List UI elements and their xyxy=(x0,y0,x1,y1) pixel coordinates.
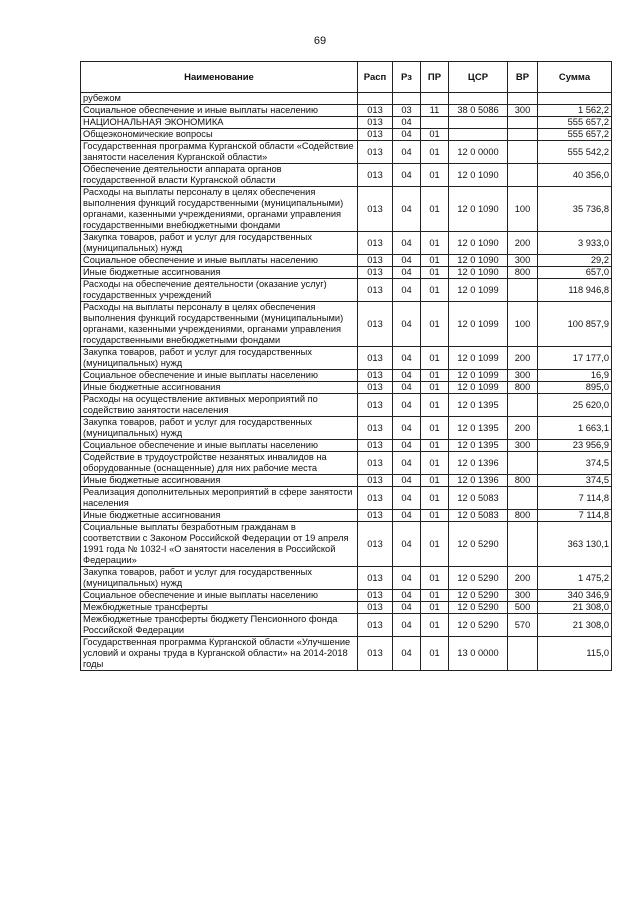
row-vr-cell xyxy=(508,637,538,671)
row-rasp-cell: 013 xyxy=(358,394,393,417)
row-csr-cell: 12 0 1099 xyxy=(449,382,508,394)
table-row xyxy=(81,602,612,614)
table-row xyxy=(81,302,612,347)
row-rz-cell: 04 xyxy=(393,279,421,302)
row-rz-cell: 04 xyxy=(393,440,421,452)
row-name-cell: Государственная программа Курганской области «Содействие занятости населения Курганской области» xyxy=(81,141,358,164)
row-rasp-cell: 013 xyxy=(358,232,393,255)
row-csr-cell: 12 0 5083 xyxy=(449,487,508,510)
row-sum-cell: 17 177,0 xyxy=(538,347,612,370)
row-name-cell: Расходы на обеспечение деятельности (оказание услуг) государственных учреждений xyxy=(81,279,358,302)
row-pr-cell: 01 xyxy=(421,637,449,671)
row-name-cell: Расходы на осуществление активных мероприятий по содействию занятости населения xyxy=(81,394,358,417)
row-sum-cell: 1 562,2 xyxy=(538,105,612,117)
row-rz-cell: 04 xyxy=(393,141,421,164)
row-name-cell: рубежом xyxy=(81,93,358,105)
row-sum-cell: 374,5 xyxy=(538,475,612,487)
row-rz-cell: 04 xyxy=(393,475,421,487)
row-name-cell: Расходы на выплаты персоналу в целях обеспечения выполнения функций государственными (муниципальными) органами, казенными учреждениями, органами управления государственными внебюджетными фондами xyxy=(81,302,358,347)
table-row xyxy=(81,440,612,452)
row-name-cell: Социальное обеспечение и иные выплаты населению xyxy=(81,105,358,117)
row-pr-cell: 01 xyxy=(421,614,449,637)
row-vr-cell xyxy=(508,394,538,417)
table-row xyxy=(81,164,612,187)
row-vr-cell: 300 xyxy=(508,255,538,267)
table-row xyxy=(81,255,612,267)
page-number: 69 xyxy=(313,35,327,47)
row-name-cell: Государственная программа Курганской области «Улучшение условий и охраны труда в Курганской области» на 2014-2018 годы xyxy=(81,637,358,671)
table-row xyxy=(81,382,612,394)
row-pr-cell: 01 xyxy=(421,522,449,567)
row-pr-cell: 01 xyxy=(421,602,449,614)
table-row xyxy=(81,614,612,637)
row-rasp-cell: 013 xyxy=(358,510,393,522)
row-rz-cell: 04 xyxy=(393,164,421,187)
row-sum-cell: 374,5 xyxy=(538,452,612,475)
row-rasp-cell: 013 xyxy=(358,440,393,452)
row-rasp-cell: 013 xyxy=(358,117,393,129)
row-vr-cell: 300 xyxy=(508,440,538,452)
row-csr-cell xyxy=(449,129,508,141)
row-pr-cell: 01 xyxy=(421,475,449,487)
row-rz-cell: 04 xyxy=(393,602,421,614)
row-vr-cell xyxy=(508,117,538,129)
row-sum-cell: 35 736,8 xyxy=(538,187,612,232)
row-name-cell: НАЦИОНАЛЬНАЯ ЭКОНОМИКА xyxy=(81,117,358,129)
row-vr-cell xyxy=(508,487,538,510)
row-vr-cell: 800 xyxy=(508,382,538,394)
row-csr-cell: 12 0 5290 xyxy=(449,567,508,590)
row-sum-cell: 7 114,8 xyxy=(538,487,612,510)
row-pr-cell: 01 xyxy=(421,394,449,417)
table-row xyxy=(81,117,612,129)
table-row xyxy=(81,141,612,164)
row-csr-cell: 12 0 5290 xyxy=(449,590,508,602)
row-rz-cell: 04 xyxy=(393,567,421,590)
row-sum-cell: 21 308,0 xyxy=(538,602,612,614)
row-rasp-cell: 013 xyxy=(358,475,393,487)
row-rasp-cell: 013 xyxy=(358,267,393,279)
row-rasp-cell: 013 xyxy=(358,614,393,637)
row-sum-cell: 3 933,0 xyxy=(538,232,612,255)
row-rz-cell: 04 xyxy=(393,129,421,141)
table-row xyxy=(81,232,612,255)
table-row xyxy=(81,637,612,671)
table-row xyxy=(81,590,612,602)
row-rasp-cell: 013 xyxy=(358,522,393,567)
row-rz-cell: 04 xyxy=(393,347,421,370)
table-header-row xyxy=(81,62,612,93)
table-row xyxy=(81,417,612,440)
row-vr-cell: 300 xyxy=(508,590,538,602)
row-rasp-cell: 013 xyxy=(358,417,393,440)
row-vr-cell: 200 xyxy=(508,567,538,590)
row-pr-cell: 01 xyxy=(421,141,449,164)
row-vr-cell: 200 xyxy=(508,232,538,255)
row-pr-cell: 01 xyxy=(421,440,449,452)
table-row xyxy=(81,370,612,382)
row-csr-cell: 12 0 1396 xyxy=(449,475,508,487)
row-vr-cell: 100 xyxy=(508,187,538,232)
row-vr-cell xyxy=(508,164,538,187)
header-csr: ЦСР xyxy=(449,62,508,93)
table-row xyxy=(81,267,612,279)
row-vr-cell: 500 xyxy=(508,602,538,614)
row-vr-cell: 200 xyxy=(508,347,538,370)
row-rasp-cell: 013 xyxy=(358,382,393,394)
row-csr-cell: 12 0 1090 xyxy=(449,164,508,187)
row-rz-cell: 04 xyxy=(393,255,421,267)
header-pr: ПР xyxy=(421,62,449,93)
budget-table xyxy=(80,61,612,671)
row-rasp-cell: 013 xyxy=(358,255,393,267)
row-sum-cell: 21 308,0 xyxy=(538,614,612,637)
row-rz-cell: 04 xyxy=(393,232,421,255)
row-vr-cell: 570 xyxy=(508,614,538,637)
row-rz-cell: 04 xyxy=(393,522,421,567)
row-vr-cell xyxy=(508,279,538,302)
row-vr-cell: 800 xyxy=(508,510,538,522)
row-name-cell: Иные бюджетные ассигнования xyxy=(81,382,358,394)
row-rasp-cell: 013 xyxy=(358,129,393,141)
row-pr-cell: 01 xyxy=(421,417,449,440)
row-csr-cell: 12 0 1395 xyxy=(449,394,508,417)
header-vr: ВР xyxy=(508,62,538,93)
row-sum-cell: 118 946,8 xyxy=(538,279,612,302)
row-rz-cell: 03 xyxy=(393,105,421,117)
table-row xyxy=(81,129,612,141)
row-pr-cell xyxy=(421,93,449,105)
row-vr-cell xyxy=(508,141,538,164)
row-name-cell: Содействие в трудоустройстве незанятых инвалидов на оборудованные (оснащенные) для них рабочие места xyxy=(81,452,358,475)
row-name-cell: Социальное обеспечение и иные выплаты населению xyxy=(81,255,358,267)
table-row xyxy=(81,475,612,487)
row-sum-cell: 1 475,2 xyxy=(538,567,612,590)
row-pr-cell: 01 xyxy=(421,347,449,370)
row-rz-cell: 04 xyxy=(393,590,421,602)
row-pr-cell: 01 xyxy=(421,255,449,267)
row-sum-cell: 1 663,1 xyxy=(538,417,612,440)
row-sum-cell: 16,9 xyxy=(538,370,612,382)
row-sum-cell: 555 657,2 xyxy=(538,129,612,141)
row-name-cell: Закупка товаров, работ и услуг для государственных (муниципальных) нужд xyxy=(81,567,358,590)
row-vr-cell: 300 xyxy=(508,370,538,382)
row-csr-cell: 12 0 1099 xyxy=(449,347,508,370)
row-name-cell: Закупка товаров, работ и услуг для государственных (муниципальных) нужд xyxy=(81,232,358,255)
table-row xyxy=(81,510,612,522)
row-csr-cell: 12 0 5290 xyxy=(449,602,508,614)
row-vr-cell xyxy=(508,93,538,105)
row-sum-cell: 23 956,9 xyxy=(538,440,612,452)
row-pr-cell: 01 xyxy=(421,382,449,394)
row-vr-cell: 200 xyxy=(508,417,538,440)
row-sum-cell: 115,0 xyxy=(538,637,612,671)
row-rz-cell: 04 xyxy=(393,394,421,417)
row-name-cell: Закупка товаров, работ и услуг для государственных (муниципальных) нужд xyxy=(81,417,358,440)
row-name-cell: Межбюджетные трансферты xyxy=(81,602,358,614)
row-csr-cell: 12 0 1090 xyxy=(449,232,508,255)
row-csr-cell: 12 0 1090 xyxy=(449,255,508,267)
row-csr-cell: 12 0 1395 xyxy=(449,417,508,440)
row-rasp-cell: 013 xyxy=(358,602,393,614)
row-sum-cell: 555 657,2 xyxy=(538,117,612,129)
row-rasp-cell: 013 xyxy=(358,347,393,370)
row-pr-cell: 01 xyxy=(421,267,449,279)
row-csr-cell: 12 0 1099 xyxy=(449,302,508,347)
row-sum-cell: 7 114,8 xyxy=(538,510,612,522)
table-body xyxy=(81,93,612,671)
table-row xyxy=(81,487,612,510)
header-name: Наименование xyxy=(81,62,358,93)
row-sum-cell xyxy=(538,93,612,105)
row-sum-cell: 340 346,9 xyxy=(538,590,612,602)
row-rz-cell: 04 xyxy=(393,117,421,129)
row-csr-cell: 38 0 5086 xyxy=(449,105,508,117)
row-csr-cell: 12 0 1396 xyxy=(449,452,508,475)
row-csr-cell: 13 0 0000 xyxy=(449,637,508,671)
header-sum: Сумма xyxy=(538,62,612,93)
row-csr-cell: 12 0 5290 xyxy=(449,522,508,567)
row-vr-cell xyxy=(508,452,538,475)
row-rasp-cell: 013 xyxy=(358,370,393,382)
table-row xyxy=(81,93,612,105)
row-pr-cell: 01 xyxy=(421,510,449,522)
table-row xyxy=(81,347,612,370)
table-row xyxy=(81,522,612,567)
row-sum-cell: 29,2 xyxy=(538,255,612,267)
row-pr-cell: 01 xyxy=(421,232,449,255)
row-pr-cell: 01 xyxy=(421,567,449,590)
row-csr-cell: 12 0 5083 xyxy=(449,510,508,522)
row-name-cell: Обеспечение деятельности аппарата органов государственной власти Курганской области xyxy=(81,164,358,187)
row-name-cell: Социальные выплаты безработным гражданам в соответствии с Законом Российской Федерации от 19 апреля 1991 года № 1032-I «О занятости населения в Российской Федерации» xyxy=(81,522,358,567)
row-vr-cell xyxy=(508,129,538,141)
table-row xyxy=(81,394,612,417)
row-rasp-cell: 013 xyxy=(358,105,393,117)
row-csr-cell: 12 0 1395 xyxy=(449,440,508,452)
row-rasp-cell: 013 xyxy=(358,279,393,302)
row-csr-cell xyxy=(449,117,508,129)
table-row xyxy=(81,279,612,302)
row-pr-cell: 01 xyxy=(421,452,449,475)
row-csr-cell: 12 0 0000 xyxy=(449,141,508,164)
row-pr-cell: 01 xyxy=(421,590,449,602)
row-rz-cell: 04 xyxy=(393,267,421,279)
row-rz-cell: 04 xyxy=(393,417,421,440)
row-pr-cell: 01 xyxy=(421,487,449,510)
row-rz-cell: 04 xyxy=(393,637,421,671)
row-rz-cell: 04 xyxy=(393,302,421,347)
row-sum-cell: 657,0 xyxy=(538,267,612,279)
row-rz-cell: 04 xyxy=(393,382,421,394)
row-csr-cell: 12 0 1099 xyxy=(449,279,508,302)
row-name-cell: Социальное обеспечение и иные выплаты населению xyxy=(81,590,358,602)
row-rz-cell: 04 xyxy=(393,614,421,637)
row-rasp-cell: 013 xyxy=(358,567,393,590)
row-rasp-cell: 013 xyxy=(358,164,393,187)
row-csr-cell: 12 0 1090 xyxy=(449,187,508,232)
row-rasp-cell: 013 xyxy=(358,487,393,510)
row-name-cell: Расходы на выплаты персоналу в целях обеспечения выполнения функций государственными (муниципальными) органами, казенными учреждениями, органами управления государственными внебюджетными фондами xyxy=(81,187,358,232)
table-row xyxy=(81,452,612,475)
table-row xyxy=(81,187,612,232)
row-pr-cell: 01 xyxy=(421,187,449,232)
row-rz-cell: 04 xyxy=(393,187,421,232)
row-pr-cell xyxy=(421,117,449,129)
row-rasp-cell: 013 xyxy=(358,141,393,164)
row-sum-cell: 555 542,2 xyxy=(538,141,612,164)
row-name-cell: Иные бюджетные ассигнования xyxy=(81,510,358,522)
row-rasp-cell xyxy=(358,93,393,105)
row-rasp-cell: 013 xyxy=(358,590,393,602)
row-rz-cell: 04 xyxy=(393,487,421,510)
row-pr-cell: 01 xyxy=(421,370,449,382)
row-vr-cell: 100 xyxy=(508,302,538,347)
row-name-cell: Социальное обеспечение и иные выплаты населению xyxy=(81,370,358,382)
header-rz: Рз xyxy=(393,62,421,93)
row-csr-cell: 12 0 1090 xyxy=(449,267,508,279)
row-rasp-cell: 013 xyxy=(358,637,393,671)
row-name-cell: Межбюджетные трансферты бюджету Пенсионного фонда Российской Федерации xyxy=(81,614,358,637)
row-name-cell: Иные бюджетные ассигнования xyxy=(81,267,358,279)
row-rz-cell: 04 xyxy=(393,370,421,382)
row-name-cell: Общеэкономические вопросы xyxy=(81,129,358,141)
row-vr-cell: 300 xyxy=(508,105,538,117)
row-vr-cell: 800 xyxy=(508,475,538,487)
table-row xyxy=(81,105,612,117)
row-pr-cell: 01 xyxy=(421,129,449,141)
header-rasp: Расп xyxy=(358,62,393,93)
row-name-cell: Социальное обеспечение и иные выплаты населению xyxy=(81,440,358,452)
row-sum-cell: 100 857,9 xyxy=(538,302,612,347)
row-rz-cell xyxy=(393,93,421,105)
row-vr-cell: 800 xyxy=(508,267,538,279)
row-pr-cell: 01 xyxy=(421,279,449,302)
row-rasp-cell: 013 xyxy=(358,452,393,475)
row-pr-cell: 01 xyxy=(421,164,449,187)
row-rz-cell: 04 xyxy=(393,510,421,522)
row-sum-cell: 363 130,1 xyxy=(538,522,612,567)
row-rasp-cell: 013 xyxy=(358,302,393,347)
row-csr-cell: 12 0 5290 xyxy=(449,614,508,637)
row-pr-cell: 11 xyxy=(421,105,449,117)
row-name-cell: Закупка товаров, работ и услуг для государственных (муниципальных) нужд xyxy=(81,347,358,370)
row-name-cell: Иные бюджетные ассигнования xyxy=(81,475,358,487)
row-sum-cell: 895,0 xyxy=(538,382,612,394)
row-rz-cell: 04 xyxy=(393,452,421,475)
row-pr-cell: 01 xyxy=(421,302,449,347)
row-rasp-cell: 013 xyxy=(358,187,393,232)
row-name-cell: Реализация дополнительных мероприятий в сфере занятости населения xyxy=(81,487,358,510)
row-csr-cell xyxy=(449,93,508,105)
row-sum-cell: 40 356,0 xyxy=(538,164,612,187)
row-vr-cell xyxy=(508,522,538,567)
row-csr-cell: 12 0 1099 xyxy=(449,370,508,382)
row-sum-cell: 25 620,0 xyxy=(538,394,612,417)
table-row xyxy=(81,567,612,590)
